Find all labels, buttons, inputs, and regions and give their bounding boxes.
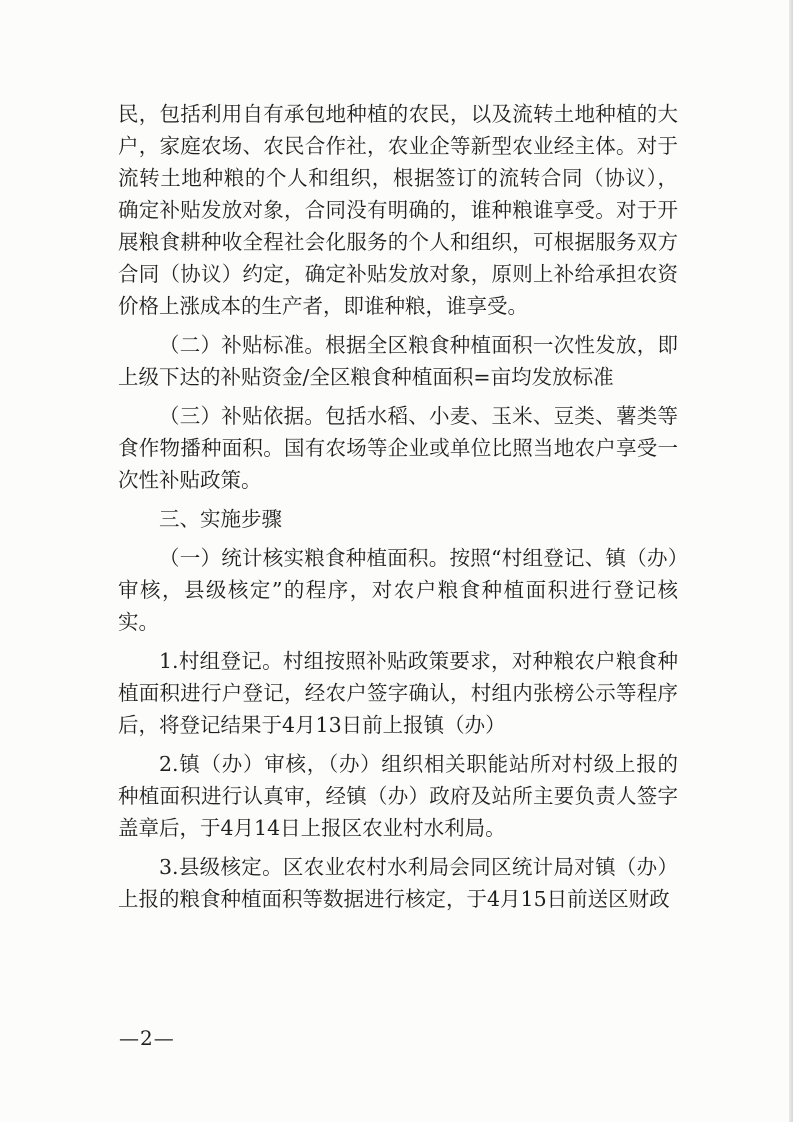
paragraph-6: 1.村组登记。村组按照补贴政策要求，对种粮农户粮食种植面积进行户登记，经农户签字确认，村组内张榜公示等程序后，将登记结果于4月13日前上报镇（办） [118, 649, 678, 737]
paragraph-3: （三）补贴依据。包括水稻、小麦、玉米、豆类、薯类等食作物播种面积。国有农场等企业或单位比照当地农户享受一次性补贴政策。 [118, 404, 678, 492]
paragraph-5: （一）统计核实粮食种植面积。按照“村组登记、镇（办）审核，县级核定”的程序，对农户粮食种植面积进行登记核实。 [118, 546, 678, 634]
paragraph-1: 民，包括利用自有承包地种植的农民，以及流转土地种植的大户，家庭农场、农民合作社，农业企等新型农业经主体。对于流转土地种粮的个人和组织，根据签订的流转合同（协议），确定补贴发放对象，合同没有明确的，谁种粮谁享受。对于开展粮食耕种收全程社会化服务的个人和组织，可根据服务双方合同（协议）约定，确定补贴发放对象，原则上补给承担农资价格上涨成本的生产者，即谁种粮，谁享受。 [118, 102, 678, 318]
paragraph-2: （二）补贴标准。根据全区粮食种植面积一次性发放，即上级下达的补贴资金/全区粮食种植面积=亩均发放标准 [118, 333, 678, 389]
page-number: —2— [119, 1026, 175, 1050]
document-body [118, 98, 678, 922]
paragraph-7: 2.镇（办）审核，（办）组织相关职能站所对村级上报的种植面积进行认真审，经镇（办）政府及站所主要负责人签字盖章后，于4月14日上报区农业村水利局。 [118, 752, 678, 840]
paragraph-8: 3.县级核定。区农业农村水利局会同区统计局对镇（办）上报的粮食种植面积等数据进行核定，于4月15日前送区财政 [118, 855, 678, 911]
section-heading: 三、实施步骤 [159, 507, 282, 531]
page-edge-shadow [789, 0, 793, 1122]
